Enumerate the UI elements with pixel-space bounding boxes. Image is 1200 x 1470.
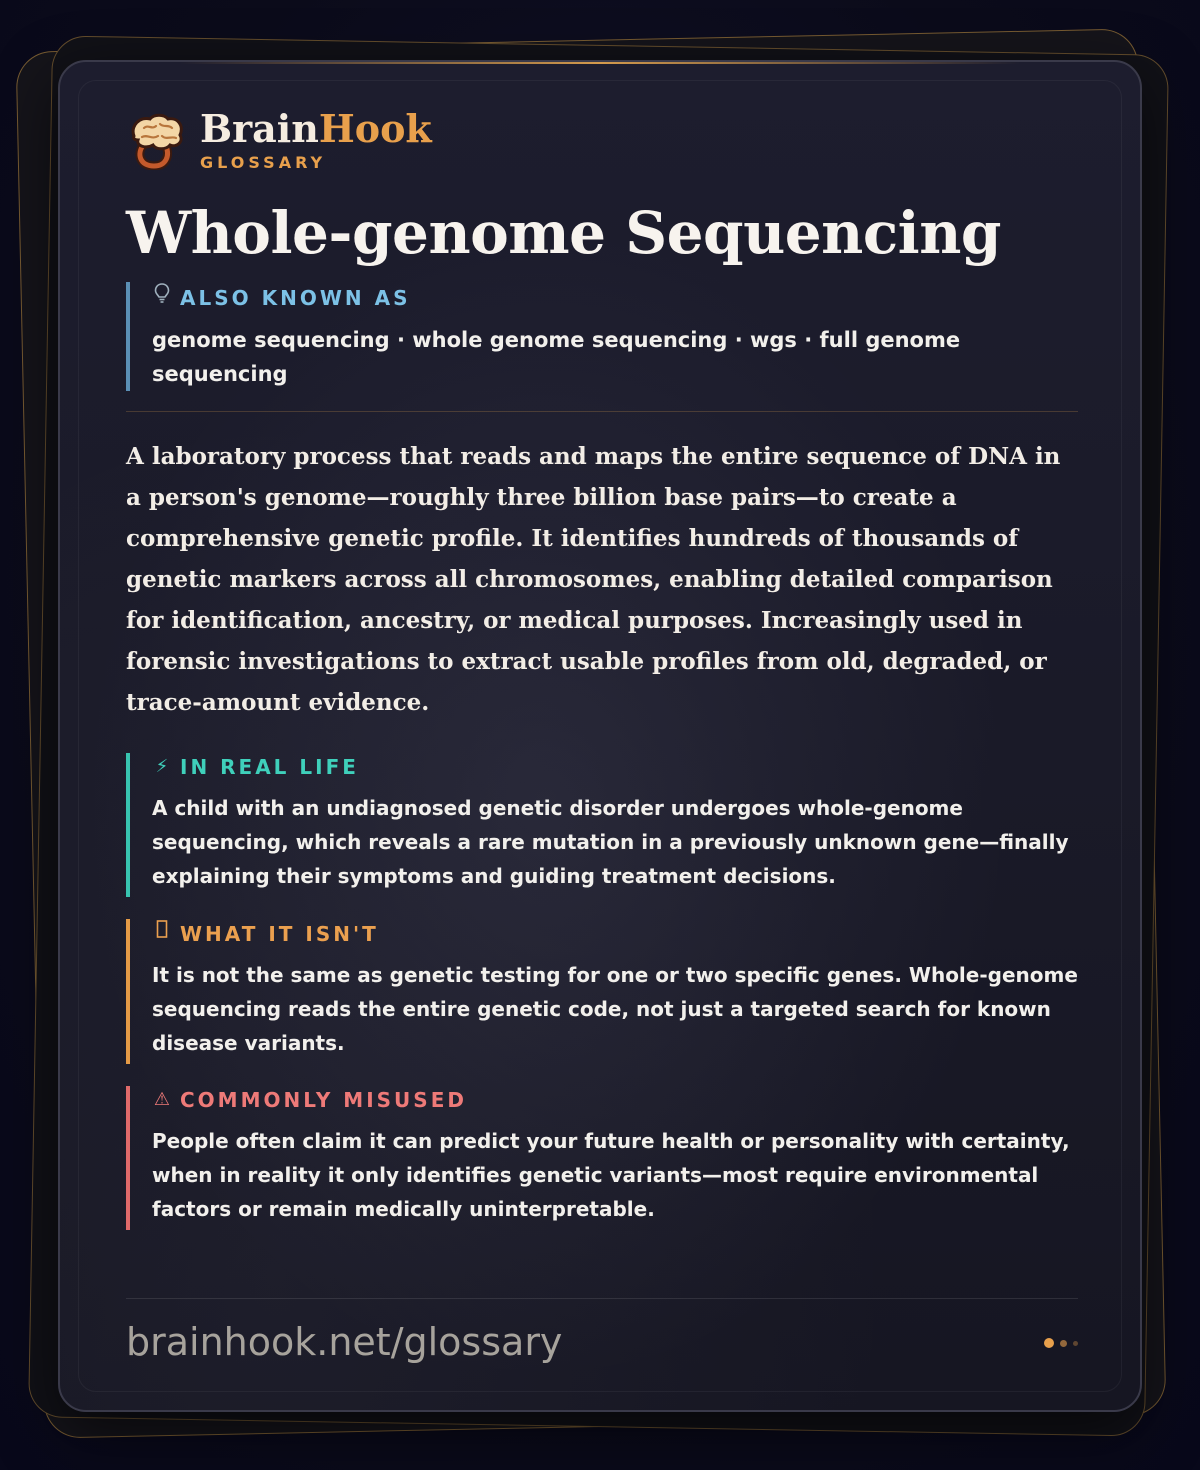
pagination-dots [1038,1338,1078,1348]
brand-name-hook: Hook [318,105,432,151]
in-real-life-text: A child with an undiagnosed genetic disorder undergoes whole-genome sequencing, which reveals a rare mutation in a previously unknown gene—finally explaining their symptoms and guiding treatment decisions. [152,796,1069,888]
in-real-life-label: IN REAL LIFE [180,755,359,779]
glossary-card [58,60,1142,1412]
missing-glyph-icon [152,919,172,948]
pagination-dot [1060,1340,1067,1347]
term-title: Whole-genome Sequencing [126,199,1001,267]
also-known-as-label-row [152,282,1078,313]
card-content [126,102,1078,1230]
what-it-isnt-section [126,919,1078,1064]
lightning-icon: ⚡ [155,756,169,777]
brand-subtitle: GLOSSARY [200,152,327,172]
what-it-isnt-label-row [152,919,1078,948]
pagination-dot-active [1044,1338,1054,1348]
commonly-misused-text: People often claim it can predict your future health or personality with certainty, when in reality it only identifies genetic variants—most require environmental factors or remain medically uninterpretable. [152,1129,1070,1221]
section-divider [126,411,1078,412]
what-it-isnt-label: WHAT IT ISN'T [180,921,379,946]
in-real-life-section [126,753,1078,897]
commonly-misused-label: COMMONLY MISUSED [180,1088,467,1112]
also-known-as-section [126,282,1078,391]
brand-name [200,105,432,151]
brand-text [200,105,432,172]
brain-hook-icon [126,110,186,170]
also-known-as-text: genome sequencing · whole genome sequencing · wgs · full genome sequencing [152,328,961,386]
warning-icon: ⚠ [153,1089,171,1110]
also-known-as-label: ALSO KNOWN AS [180,285,411,310]
commonly-misused-label-row [152,1086,1078,1114]
card-footer [126,1298,1078,1398]
in-real-life-label-row [152,753,1078,781]
brand-name-brain: Brain [200,105,319,151]
footer-divider [126,1298,1078,1299]
what-it-isnt-text: It is not the same as genetic testing for one or two specific genes. Whole-genome sequencing reads the entire genetic code, not just a targeted search for known disease variants. [152,963,1078,1055]
footer-url[interactable]: brainhook.net/glossary [126,1320,563,1364]
commonly-misused-section [126,1086,1078,1230]
card-top-glow [180,62,1020,64]
lightbulb-icon [152,282,172,313]
brand-header [126,102,1078,178]
definition-text: A laboratory process that reads and maps the entire sequence of DNA in a person's genome—roughly three billion base pairs—to create a comprehensive genetic profile. It identifies hundreds of thousands of genetic markers across all chromosomes, enabling detailed comparison for identification, ancestry, or medical purposes. Increasingly used in forensic investigations to extract usable profiles from old, degraded, or trace-amount evidence. [126,443,1061,716]
pagination-dot [1073,1341,1078,1346]
